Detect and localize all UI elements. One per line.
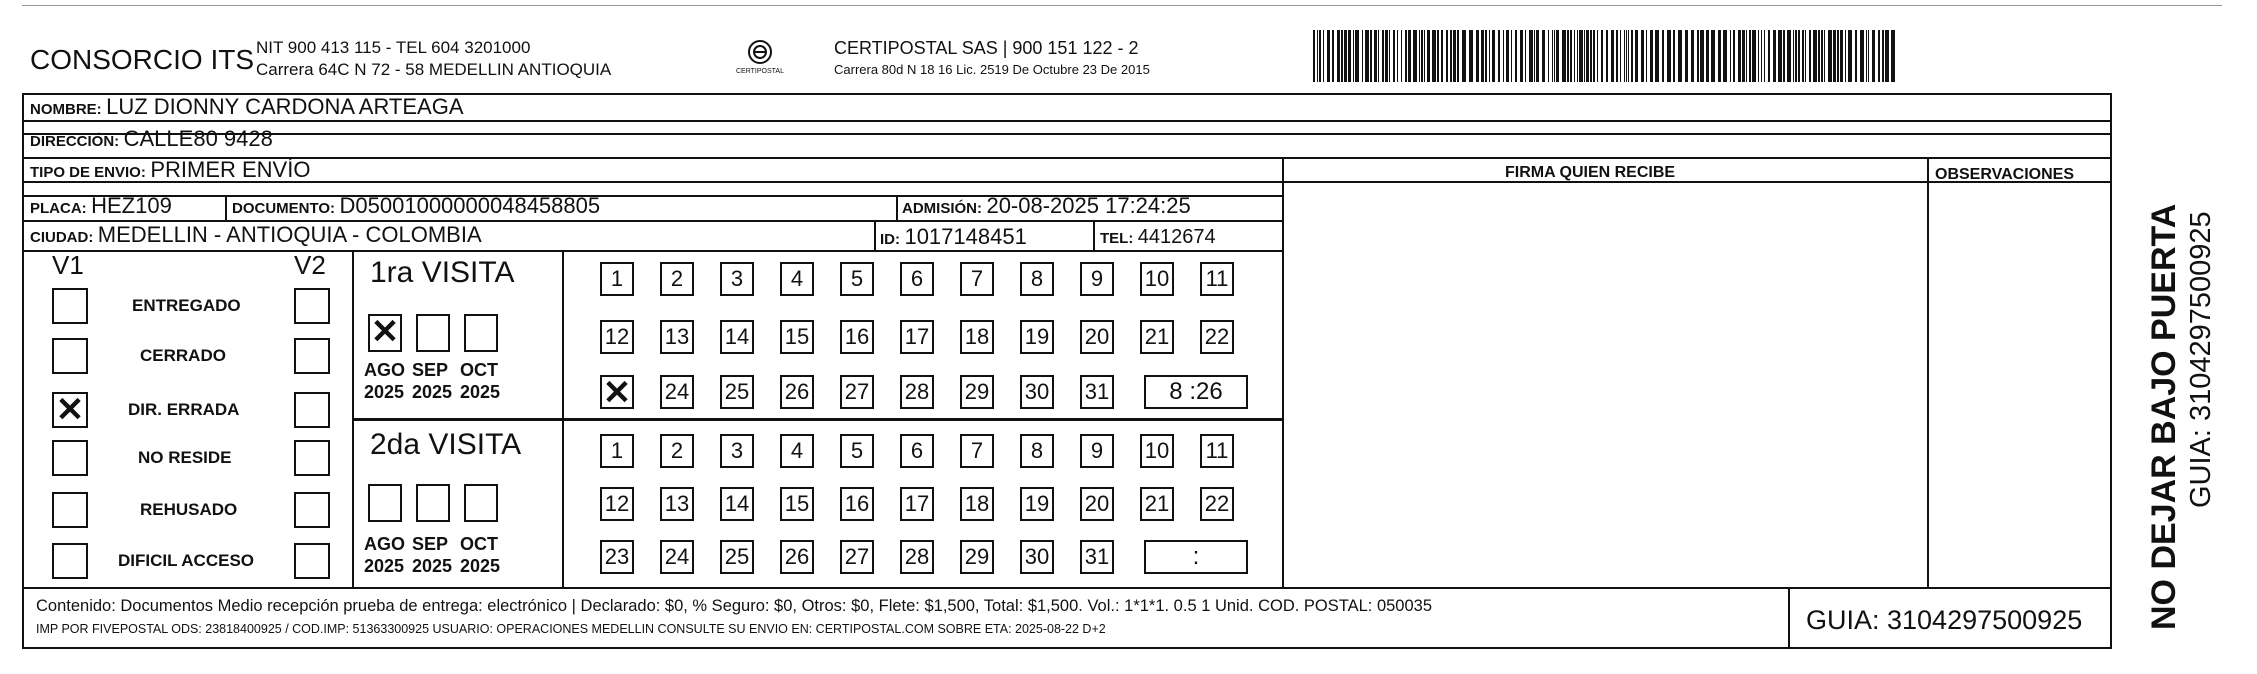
barcode-bar xyxy=(1723,30,1727,82)
barcode-bar xyxy=(1866,30,1867,82)
status-v2-checkbox[interactable] xyxy=(294,392,330,428)
visit1-title: 1ra VISITA xyxy=(370,256,515,289)
barcode-bar xyxy=(1408,30,1411,82)
barcode-bar xyxy=(1761,30,1762,82)
barcode-bar xyxy=(1773,30,1776,82)
month-year: 2025 xyxy=(412,382,453,402)
visit2-day-box[interactable]: 16 xyxy=(840,487,874,521)
status-v1-checkbox[interactable] xyxy=(52,338,88,374)
barcode-bar xyxy=(1738,30,1741,82)
barcode-bar xyxy=(1616,30,1618,82)
visit1-day-box[interactable]: 10 xyxy=(1140,262,1174,296)
waybill-frame xyxy=(22,93,2112,649)
barcode-bar xyxy=(1624,30,1625,82)
barcode-bar xyxy=(1534,30,1535,82)
barcode-bar xyxy=(1441,30,1443,82)
visit1-day-box[interactable]: 8 xyxy=(1020,262,1054,296)
barcode-bar xyxy=(1437,30,1439,82)
barcode-bar xyxy=(1498,30,1500,82)
placa-label: PLACA: xyxy=(30,200,87,217)
side-guia: GUIA: 3104297500925 xyxy=(2185,211,2217,508)
tipo-label: TIPO DE ENVIO: xyxy=(30,164,146,181)
barcode-bar xyxy=(1678,30,1682,82)
barcode-bar xyxy=(1397,30,1398,82)
visit2-day-box[interactable]: 30 xyxy=(1020,540,1054,574)
barcode-bar xyxy=(1824,30,1825,82)
barcode-bar xyxy=(1593,30,1595,82)
barcode-bar xyxy=(1382,30,1384,82)
barcode-bar xyxy=(1485,30,1487,82)
barcode-bar xyxy=(1749,30,1751,82)
status-v2-checkbox[interactable] xyxy=(294,338,330,374)
visit1-day-box[interactable]: 13 xyxy=(660,320,694,354)
month-year: 2025 xyxy=(460,556,501,576)
barcode-bar xyxy=(1370,30,1372,82)
v1-label: V1 xyxy=(52,250,84,280)
visit1-day-box[interactable]: 20 xyxy=(1080,320,1114,354)
barcode-bar xyxy=(1821,30,1823,82)
status-label: ENTREGADO xyxy=(132,296,241,315)
x-mark-icon: ✕ xyxy=(370,313,400,351)
barcode-bar xyxy=(1552,30,1553,82)
visit1-day-box[interactable]: 29 xyxy=(960,375,994,409)
barcode-bar xyxy=(1424,30,1425,82)
barcode-bar xyxy=(1506,30,1509,82)
certipostal-logo xyxy=(730,38,790,84)
v2-label: V2 xyxy=(294,250,326,280)
barcode-bar xyxy=(1393,30,1395,82)
barcode-bar xyxy=(1667,30,1671,82)
status-v1-checkbox[interactable] xyxy=(52,492,88,528)
barcode-bar xyxy=(1536,30,1539,82)
status-label: REHUSADO xyxy=(140,500,238,519)
barcode-bar xyxy=(1882,30,1884,82)
visit1-day-box[interactable]: 7 xyxy=(960,262,994,296)
ciudad-value: MEDELLIN - ANTIOQUIA - COLOMBIA xyxy=(97,222,482,247)
footer-guia: GUIA: 3104297500925 xyxy=(1806,605,2083,635)
visit2-day-box[interactable]: 20 xyxy=(1080,487,1114,521)
visit2-day-box[interactable]: 31 xyxy=(1080,540,1114,574)
barcode-bar xyxy=(1341,30,1343,82)
visit2-month-checkbox[interactable] xyxy=(464,484,498,522)
barcode-bar xyxy=(1489,30,1490,82)
barcode-bar xyxy=(1584,30,1585,82)
barcode-bar xyxy=(1805,30,1806,82)
barcode-bar xyxy=(1492,30,1495,82)
barcode-bar xyxy=(1868,30,1869,82)
barcode-bar xyxy=(1323,30,1324,82)
visit1-day-box[interactable]: 15 xyxy=(780,320,814,354)
barcode-bar xyxy=(1711,30,1715,82)
barcode xyxy=(1313,30,1897,82)
barcode-bar xyxy=(1355,30,1359,82)
barcode-bar xyxy=(1542,30,1545,82)
barcode-bar xyxy=(1837,30,1839,82)
barcode-bar xyxy=(1778,30,1782,82)
status-label: NO RESIDE xyxy=(138,448,232,467)
company-name: CONSORCIO ITS xyxy=(30,44,255,75)
visit2-day-box[interactable]: 24 xyxy=(660,540,694,574)
barcode-bar xyxy=(1453,30,1456,82)
barcode-bar xyxy=(1885,30,1889,82)
barcode-bar xyxy=(1317,30,1318,82)
visit2-day-box[interactable]: 10 xyxy=(1140,434,1174,468)
status-v1-checkbox[interactable] xyxy=(52,392,88,428)
barcode-bar xyxy=(1586,30,1589,82)
visit1-day-box[interactable]: 18 xyxy=(960,320,994,354)
visit2-day-box[interactable]: 12 xyxy=(600,487,634,521)
status-label: DIFICIL ACCESO xyxy=(118,551,255,570)
visit1-day-box[interactable]: 28 xyxy=(900,375,934,409)
footer-contenido: Contenido: Documentos Medio recepción prueba de entrega: electrónico | Declarado: $0, % Seguro: $0, Otros: $0, Flete: $1,500, Total: $1,500. Vol.: 1*1*1. 0.5 1 Unid. COD. POSTAL: 050035 xyxy=(36,597,1433,615)
barcode-bar xyxy=(1662,30,1664,82)
barcode-bar xyxy=(1337,30,1340,82)
visit2-title: 2da VISITA xyxy=(370,428,522,461)
month-year: 2025 xyxy=(364,556,405,576)
barcode-bar xyxy=(1752,30,1756,82)
barcode-bar xyxy=(1515,30,1517,82)
visit2-day-box[interactable]: 6 xyxy=(900,434,934,468)
visit1-day-box[interactable]: 4 xyxy=(780,262,814,296)
barcode-bar xyxy=(1795,30,1797,82)
placa-value: HEZ109 xyxy=(91,193,172,218)
barcode-bar xyxy=(1631,30,1633,82)
month-label: OCT xyxy=(460,360,498,380)
visit1-day-box[interactable]: 19 xyxy=(1020,320,1054,354)
barcode-bar xyxy=(1389,30,1390,82)
barcode-bar xyxy=(1348,30,1351,82)
barcode-bar xyxy=(1457,30,1459,82)
barcode-bar xyxy=(1793,30,1794,82)
visit1-day-box[interactable]: 21 xyxy=(1140,320,1174,354)
visit1-day-box[interactable]: 22 xyxy=(1200,320,1234,354)
barcode-bar xyxy=(1476,30,1479,82)
barcode-bar xyxy=(1427,30,1430,82)
visit2-day-box[interactable]: 1 xyxy=(600,434,634,468)
status-label: DIR. ERRADA xyxy=(128,400,240,419)
footer-imp: IMP POR FIVEPOSTAL ODS: 23818400925 / COD.IMP: 51363300925 USUARIO: OPERACIONES MEDELLIN CONSULTE SU ENVIO EN: CERTIPOSTAL.COM SOBRE ETA: 2025-08-22 D+2 xyxy=(36,622,1106,636)
barcode-bar xyxy=(1462,30,1466,82)
barcode-bar xyxy=(1706,30,1709,82)
barcode-bar xyxy=(1374,30,1377,82)
barcode-bar xyxy=(1635,30,1638,82)
visit2-day-box[interactable]: 13 xyxy=(660,487,694,521)
tipo-value: PRIMER ENVÍO xyxy=(150,157,311,182)
visit2-day-box[interactable]: 19 xyxy=(1020,487,1054,521)
month-year: 2025 xyxy=(460,382,501,402)
barcode-bar xyxy=(1319,30,1321,82)
side-warning: NO DEJAR BAJO PUERTA xyxy=(2145,203,2183,630)
barcode-bar xyxy=(1758,30,1759,82)
barcode-bar xyxy=(1525,30,1526,82)
id-value: 1017148451 xyxy=(904,224,1027,249)
barcode-bar xyxy=(1548,30,1549,82)
barcode-bar xyxy=(1845,30,1846,82)
visit2-day-box[interactable]: 26 xyxy=(780,540,814,574)
barcode-bar xyxy=(1577,30,1578,82)
logo-caption: CERTIPOSTAL xyxy=(736,68,784,75)
admision-value: 20-08-2025 17:24:25 xyxy=(986,193,1191,218)
barcode-bar xyxy=(1848,30,1852,82)
barcode-bar xyxy=(1860,30,1864,82)
barcode-bar xyxy=(1691,30,1694,82)
barcode-bar xyxy=(1733,30,1735,82)
barcode-bar xyxy=(1554,30,1555,82)
visit2-day-box[interactable]: 22 xyxy=(1200,487,1234,521)
visit1-day-box[interactable]: 6 xyxy=(900,262,934,296)
visit2-day-box[interactable]: 21 xyxy=(1140,487,1174,521)
documento-value: D05001000000048458805 xyxy=(339,193,601,218)
barcode-bar xyxy=(1590,30,1592,82)
barcode-bar xyxy=(1432,30,1436,82)
barcode-bar xyxy=(1353,30,1354,82)
barcode-bar xyxy=(1481,30,1484,82)
barcode-bar xyxy=(1378,30,1379,82)
status-v1-checkbox[interactable] xyxy=(52,288,88,324)
visit1-day-box[interactable]: 31 xyxy=(1080,375,1114,409)
month-label: AGO xyxy=(364,534,406,554)
month-label: OCT xyxy=(460,534,498,554)
visit1-day-box[interactable]: 2 xyxy=(660,262,694,296)
barcode-bar xyxy=(1641,30,1644,82)
barcode-bar xyxy=(1469,30,1473,82)
barcode-bar xyxy=(1365,30,1369,82)
status-v2-checkbox[interactable] xyxy=(294,288,330,324)
barcode-bar xyxy=(1700,30,1704,82)
x-mark-icon: ✕ xyxy=(55,391,85,429)
tel-label: TEL: xyxy=(1100,230,1134,247)
visit1-day-box[interactable]: 24 xyxy=(660,375,694,409)
barcode-bar xyxy=(1567,30,1569,82)
visit1-day-box[interactable]: 25 xyxy=(720,375,754,409)
visit2-month-checkbox[interactable] xyxy=(416,484,450,522)
visit2-day-box[interactable]: 11 xyxy=(1200,434,1234,468)
month-label: SEP xyxy=(412,534,449,554)
status-v2-checkbox[interactable] xyxy=(294,440,330,476)
barcode-bar xyxy=(1718,30,1721,82)
barcode-bar xyxy=(1511,30,1512,82)
barcode-bar xyxy=(1646,30,1647,82)
barcode-bar xyxy=(1385,30,1388,82)
barcode-bar xyxy=(1833,30,1836,82)
barcode-bar xyxy=(1413,30,1417,82)
carrier-name: CERTIPOSTAL SAS | 900 151 122 - 2 xyxy=(834,38,1139,58)
visit2-day-box[interactable]: 2 xyxy=(660,434,694,468)
barcode-bar xyxy=(1579,30,1583,82)
barcode-bar xyxy=(1650,30,1653,82)
barcode-bar xyxy=(1855,30,1857,82)
visit1-day-box[interactable]: 17 xyxy=(900,320,934,354)
barcode-bar xyxy=(1405,30,1407,82)
visit1-day-box[interactable]: 12 xyxy=(600,320,634,354)
barcode-bar xyxy=(1840,30,1843,82)
visit2-day-box[interactable]: 17 xyxy=(900,487,934,521)
visit2-day-box[interactable]: 14 xyxy=(720,487,754,521)
company-address: Carrera 64C N 72 - 58 MEDELLIN ANTIOQUIA xyxy=(256,60,612,79)
visit2-day-box[interactable]: 25 xyxy=(720,540,754,574)
visit2-day-box[interactable]: 9 xyxy=(1080,434,1114,468)
month-label: SEP xyxy=(412,360,449,380)
barcode-bar xyxy=(1628,30,1629,82)
barcode-bar xyxy=(1562,30,1566,82)
barcode-bar xyxy=(1611,30,1614,82)
status-v2-checkbox[interactable] xyxy=(294,492,330,528)
barcode-bar xyxy=(1606,30,1608,82)
barcode-bar xyxy=(1419,30,1420,82)
barcode-bar xyxy=(1362,30,1363,82)
status-v1-checkbox[interactable] xyxy=(52,543,88,579)
barcode-bar xyxy=(1891,30,1895,82)
barcode-bar xyxy=(1818,30,1820,82)
direccion-label: DIRECCIÓN: xyxy=(30,133,120,150)
barcode-bar xyxy=(1327,30,1330,82)
visit1-day-box[interactable]: 5 xyxy=(840,262,874,296)
carrier-address: Carrera 80d N 18 16 Lic. 2519 De Octubre 23 De 2015 xyxy=(834,62,1150,77)
admision-label: ADMISIÓN: xyxy=(902,200,982,217)
visit1-month-checkbox[interactable] xyxy=(464,314,498,352)
visit2-day-box[interactable]: 4 xyxy=(780,434,814,468)
barcode-bar xyxy=(1764,30,1765,82)
id-label: ID: xyxy=(880,231,900,248)
visit1-day-box[interactable]: 3 xyxy=(720,262,754,296)
visit2-day-box[interactable]: 3 xyxy=(720,434,754,468)
barcode-bar xyxy=(1446,30,1448,82)
visit2-day-box[interactable]: 23 xyxy=(600,540,634,574)
barcode-bar xyxy=(1529,30,1533,82)
visit2-day-box[interactable]: 27 xyxy=(840,540,874,574)
visit2-time-box[interactable]: : xyxy=(1144,540,1248,574)
visit2-day-box[interactable]: 15 xyxy=(780,487,814,521)
barcode-bar xyxy=(1421,30,1423,82)
barcode-bar xyxy=(1570,30,1572,82)
visit2-day-box[interactable]: 29 xyxy=(960,540,994,574)
barcode-bar xyxy=(1520,30,1523,82)
nombre-label: NOMBRE: xyxy=(30,101,102,118)
visit2-day-box[interactable]: 5 xyxy=(840,434,874,468)
barcode-bar xyxy=(1783,30,1785,82)
status-v1-checkbox[interactable] xyxy=(52,440,88,476)
month-label: AGO xyxy=(364,360,406,380)
barcode-bar xyxy=(1503,30,1504,82)
barcode-bar xyxy=(1872,30,1875,82)
barcode-bar xyxy=(1401,30,1402,82)
barcode-bar xyxy=(1450,30,1452,82)
visit1-day-box[interactable]: 30 xyxy=(1020,375,1054,409)
visit1-month-checkbox[interactable] xyxy=(368,314,402,352)
barcode-bar xyxy=(1742,30,1745,82)
visit1-day-box[interactable] xyxy=(600,374,634,412)
visit1-day-box[interactable]: 1 xyxy=(600,262,634,296)
visit1-day-box[interactable]: 14 xyxy=(720,320,754,354)
barcode-bar xyxy=(1313,30,1315,82)
visit2-day-box[interactable]: 28 xyxy=(900,540,934,574)
status-v2-checkbox[interactable] xyxy=(294,543,330,579)
visit2-day-box[interactable]: 18 xyxy=(960,487,994,521)
visit1-day-box[interactable]: 26 xyxy=(780,375,814,409)
tel-value: 4412674 xyxy=(1137,226,1216,248)
barcode-bar xyxy=(1601,30,1603,82)
barcode-bar xyxy=(1809,30,1811,82)
barcode-bar xyxy=(1798,30,1800,82)
visit2-day-box[interactable]: 8 xyxy=(1020,434,1054,468)
barcode-bar xyxy=(1787,30,1791,82)
barcode-bar xyxy=(1813,30,1817,82)
barcode-bar xyxy=(1597,30,1598,82)
barcode-bar xyxy=(1332,30,1334,82)
visit1-day-box[interactable]: 9 xyxy=(1080,262,1114,296)
visit1-month-checkbox[interactable] xyxy=(416,314,450,352)
status-label: CERRADO xyxy=(140,346,226,365)
barcode-bar xyxy=(1878,30,1880,82)
barcode-bar xyxy=(1556,30,1559,82)
nombre-value: LUZ DIONNY CARDONA ARTEAGA xyxy=(106,94,464,119)
barcode-bar xyxy=(1828,30,1832,82)
observaciones-header: OBSERVACIONES xyxy=(1935,166,2074,183)
month-year: 2025 xyxy=(364,382,405,402)
barcode-bar xyxy=(1655,30,1659,82)
company-nit: NIT 900 413 115 - TEL 604 3201000 xyxy=(256,38,531,57)
visit1-day-box[interactable]: 27 xyxy=(840,375,874,409)
barcode-bar xyxy=(1685,30,1688,82)
barcode-bar xyxy=(1746,30,1747,82)
barcode-bar xyxy=(1626,30,1627,82)
month-year: 2025 xyxy=(412,556,453,576)
barcode-bar xyxy=(1344,30,1347,82)
barcode-bar xyxy=(1620,30,1621,82)
visit2-day-box[interactable]: 7 xyxy=(960,434,994,468)
documento-label: DOCUMENTO: xyxy=(232,200,336,217)
visit1-time-box[interactable]: 8 :26 xyxy=(1144,375,1248,409)
direccion-value: CALLE80 9428 xyxy=(123,126,273,151)
barcode-bar xyxy=(1697,30,1699,82)
ciudad-label: CIUDAD: xyxy=(30,229,94,246)
barcode-bar xyxy=(1574,30,1575,82)
x-mark-icon: ✕ xyxy=(602,374,632,412)
firma-header: FIRMA QUIEN RECIBE xyxy=(1505,164,1676,181)
visit1-day-box[interactable]: 11 xyxy=(1200,262,1234,296)
barcode-bar xyxy=(1673,30,1675,82)
visit1-day-box[interactable]: 16 xyxy=(840,320,874,354)
top-rule xyxy=(22,5,2222,6)
barcode-bar xyxy=(1802,30,1804,82)
visit2-month-checkbox[interactable] xyxy=(368,484,402,522)
barcode-bar xyxy=(1730,30,1731,82)
barcode-bar xyxy=(1768,30,1770,82)
